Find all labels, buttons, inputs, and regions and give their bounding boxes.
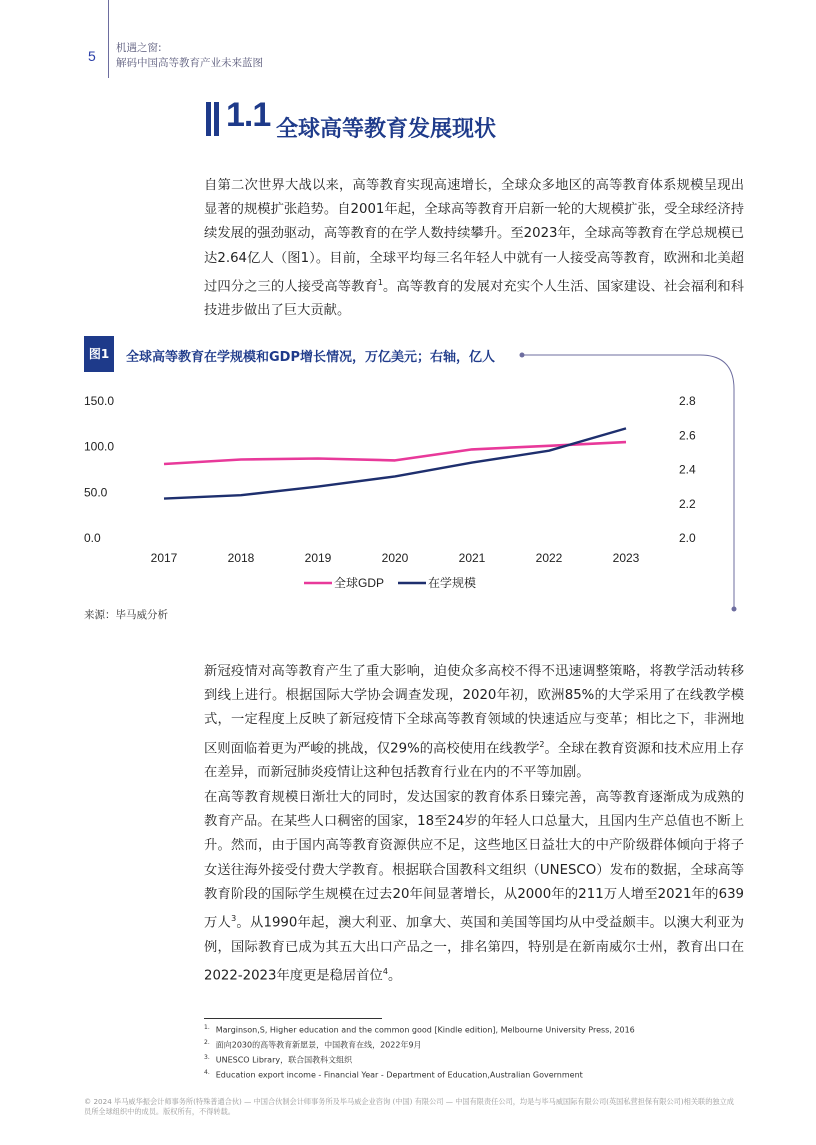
x-axis-tick-label: 2020 — [381, 551, 409, 565]
copyright-footer: © 2024 毕马威华振会计师事务所(特殊普通合伙) — 中国合伙制会计师事务所及毕马威企业咨询 (中国) 有限公司 — 中国有限责任公司，均是与毕马威国际有限公司(英国私营担保有限公司)相关联的独立成员所全球组织中的成员。版权所有，不得转载。 — [84, 1097, 734, 1116]
x-axis-tick-label: 2021 — [458, 551, 486, 565]
right-axis-tick-label: 2.8 — [679, 394, 696, 408]
x-axis-tick-label: 2019 — [304, 551, 332, 565]
series-line-students — [164, 428, 626, 498]
right-axis-tick-label: 2.4 — [679, 462, 696, 477]
footnote-ref-3: 3 — [231, 914, 237, 924]
running-header-line2: 解码中国高等教育产业未来蓝图 — [116, 57, 263, 69]
legend-label-students: 在学规模 — [428, 576, 477, 590]
left-axis-tick-label: 50.0 — [84, 485, 108, 500]
page-number: 5 — [88, 48, 96, 64]
section-number: 1.1 — [226, 96, 271, 134]
left-axis-tick-label: 150.0 — [84, 394, 115, 408]
footnote-1: $^{1.}$ Marginson,S, Higher education and the common good [Kindle edition], Melbourne University Press, 2016 — [204, 1024, 635, 1035]
running-header-line1: 机遇之窗: — [116, 42, 162, 54]
paragraph-1: 自第二次世界大战以来，高等教育实现高速增长，全球众多地区的高等教育体系规模呈现出显著的规模扩张趋势。自2001年起，全球高等教育开启新一轮的大规模扩张，受全球经济持续发展的强劲驱动，高等教育的在学人数持续攀升。至2023年，全球高等教育在学总规模已达2.64亿人（图1）。目前，全球平均每三名年轻人中就有一人接受高等教育，欧洲和北美超过四分之三的人接受高等教育$^1$。高等教育的发展对充实个人生活、国家建设、社会福利和科技进步做出了巨大贡献。 — [204, 178, 745, 319]
x-axis-tick-label: 2018 — [227, 551, 255, 565]
x-axis-tick-label: 2017 — [150, 551, 178, 565]
figure-label: 图1 — [84, 336, 114, 372]
paragraph-3: 在高等教育规模日渐壮大的同时，发达国家的教育体系日臻完善，高等教育逐渐成为成熟的教育产品。在某些人口稠密的国家，18至24岁的年轻人口总量大，且国内生产总值也不断上升。然而，由于国内高等教育资源供应不足，这些地区日益壮大的中产阶级群体倾向于将子女送往海外接受付费大学教育。根据联合国教科文组织（UNESCO）发布的数据，全球高等教育阶段的国际学生规模在过去20年间显著增长，从2000年的211万人增至2021年的639万人$^3$。从1990年起，澳大利亚、加拿大、英国和美国等国均从中受益颇丰。以澳大利亚为例，国际教育已成为其五大出口产品之一，排名第四，特别是在新南威尔士州，教育出口在2022-2023年度更是稳居首位$^4$。 — [204, 790, 745, 984]
figure-source: 来源：毕马威分析 — [84, 609, 168, 621]
figure-decor-dot-top — [520, 353, 525, 358]
footnote-ref-2: 2 — [539, 739, 545, 749]
footnote-divider — [204, 1018, 382, 1019]
footnote-2: $^{2.}$ 面向2030的高等教育新愿景，中国教育在线，2022年9月 — [204, 1039, 422, 1050]
x-axis-tick-label: 2023 — [612, 551, 640, 565]
footnote-3: $^{3.}$ UNESCO Library，联合国教科文组织 — [204, 1054, 353, 1065]
footnote-4: $^{4.}$ Education export income - Financial Year - Department of Education,Australian Government — [204, 1069, 583, 1080]
x-axis-tick-label: 2022 — [535, 551, 563, 565]
legend-label-gdp: 全球GDP — [334, 576, 385, 590]
figure-decor-line — [520, 355, 734, 608]
figure-decor-dot-bottom — [732, 607, 737, 612]
left-axis-tick-label: 100.0 — [84, 439, 115, 454]
figure-title: 全球高等教育在学规模和GDP增长情况，万亿美元；右轴，亿人 — [126, 350, 495, 365]
series-line-gdp — [164, 442, 626, 464]
section-title: 全球高等教育发展现状 — [276, 117, 497, 142]
right-axis-tick-label: 2.6 — [679, 428, 696, 443]
footnote-ref-4: 4 — [382, 966, 388, 976]
right-axis-tick-label: 2.2 — [679, 496, 696, 511]
left-axis-tick-label: 0.0 — [84, 531, 101, 545]
right-axis-tick-label: 2.0 — [679, 531, 696, 545]
paragraph-2: 新冠疫情对高等教育产生了重大影响，迫使众多高校不得不迅速调整策略，将教学活动转移到线上进行。根据国际大学协会调查发现，2020年初，欧洲85%的大学采用了在线教学模式，一定程度上反映了新冠疫情下全球高等教育领域的快速适应与变革；相比之下，非洲地区则面临着更为严峻的挑战，仅29%的高校使用在线教学$^2$。全球在教育资源和技术应用上存在差异，而新冠肺炎疫情让这种包括教育行业在内的不平等加剧。 — [204, 664, 744, 781]
footnote-ref-1: 1 — [377, 277, 383, 287]
